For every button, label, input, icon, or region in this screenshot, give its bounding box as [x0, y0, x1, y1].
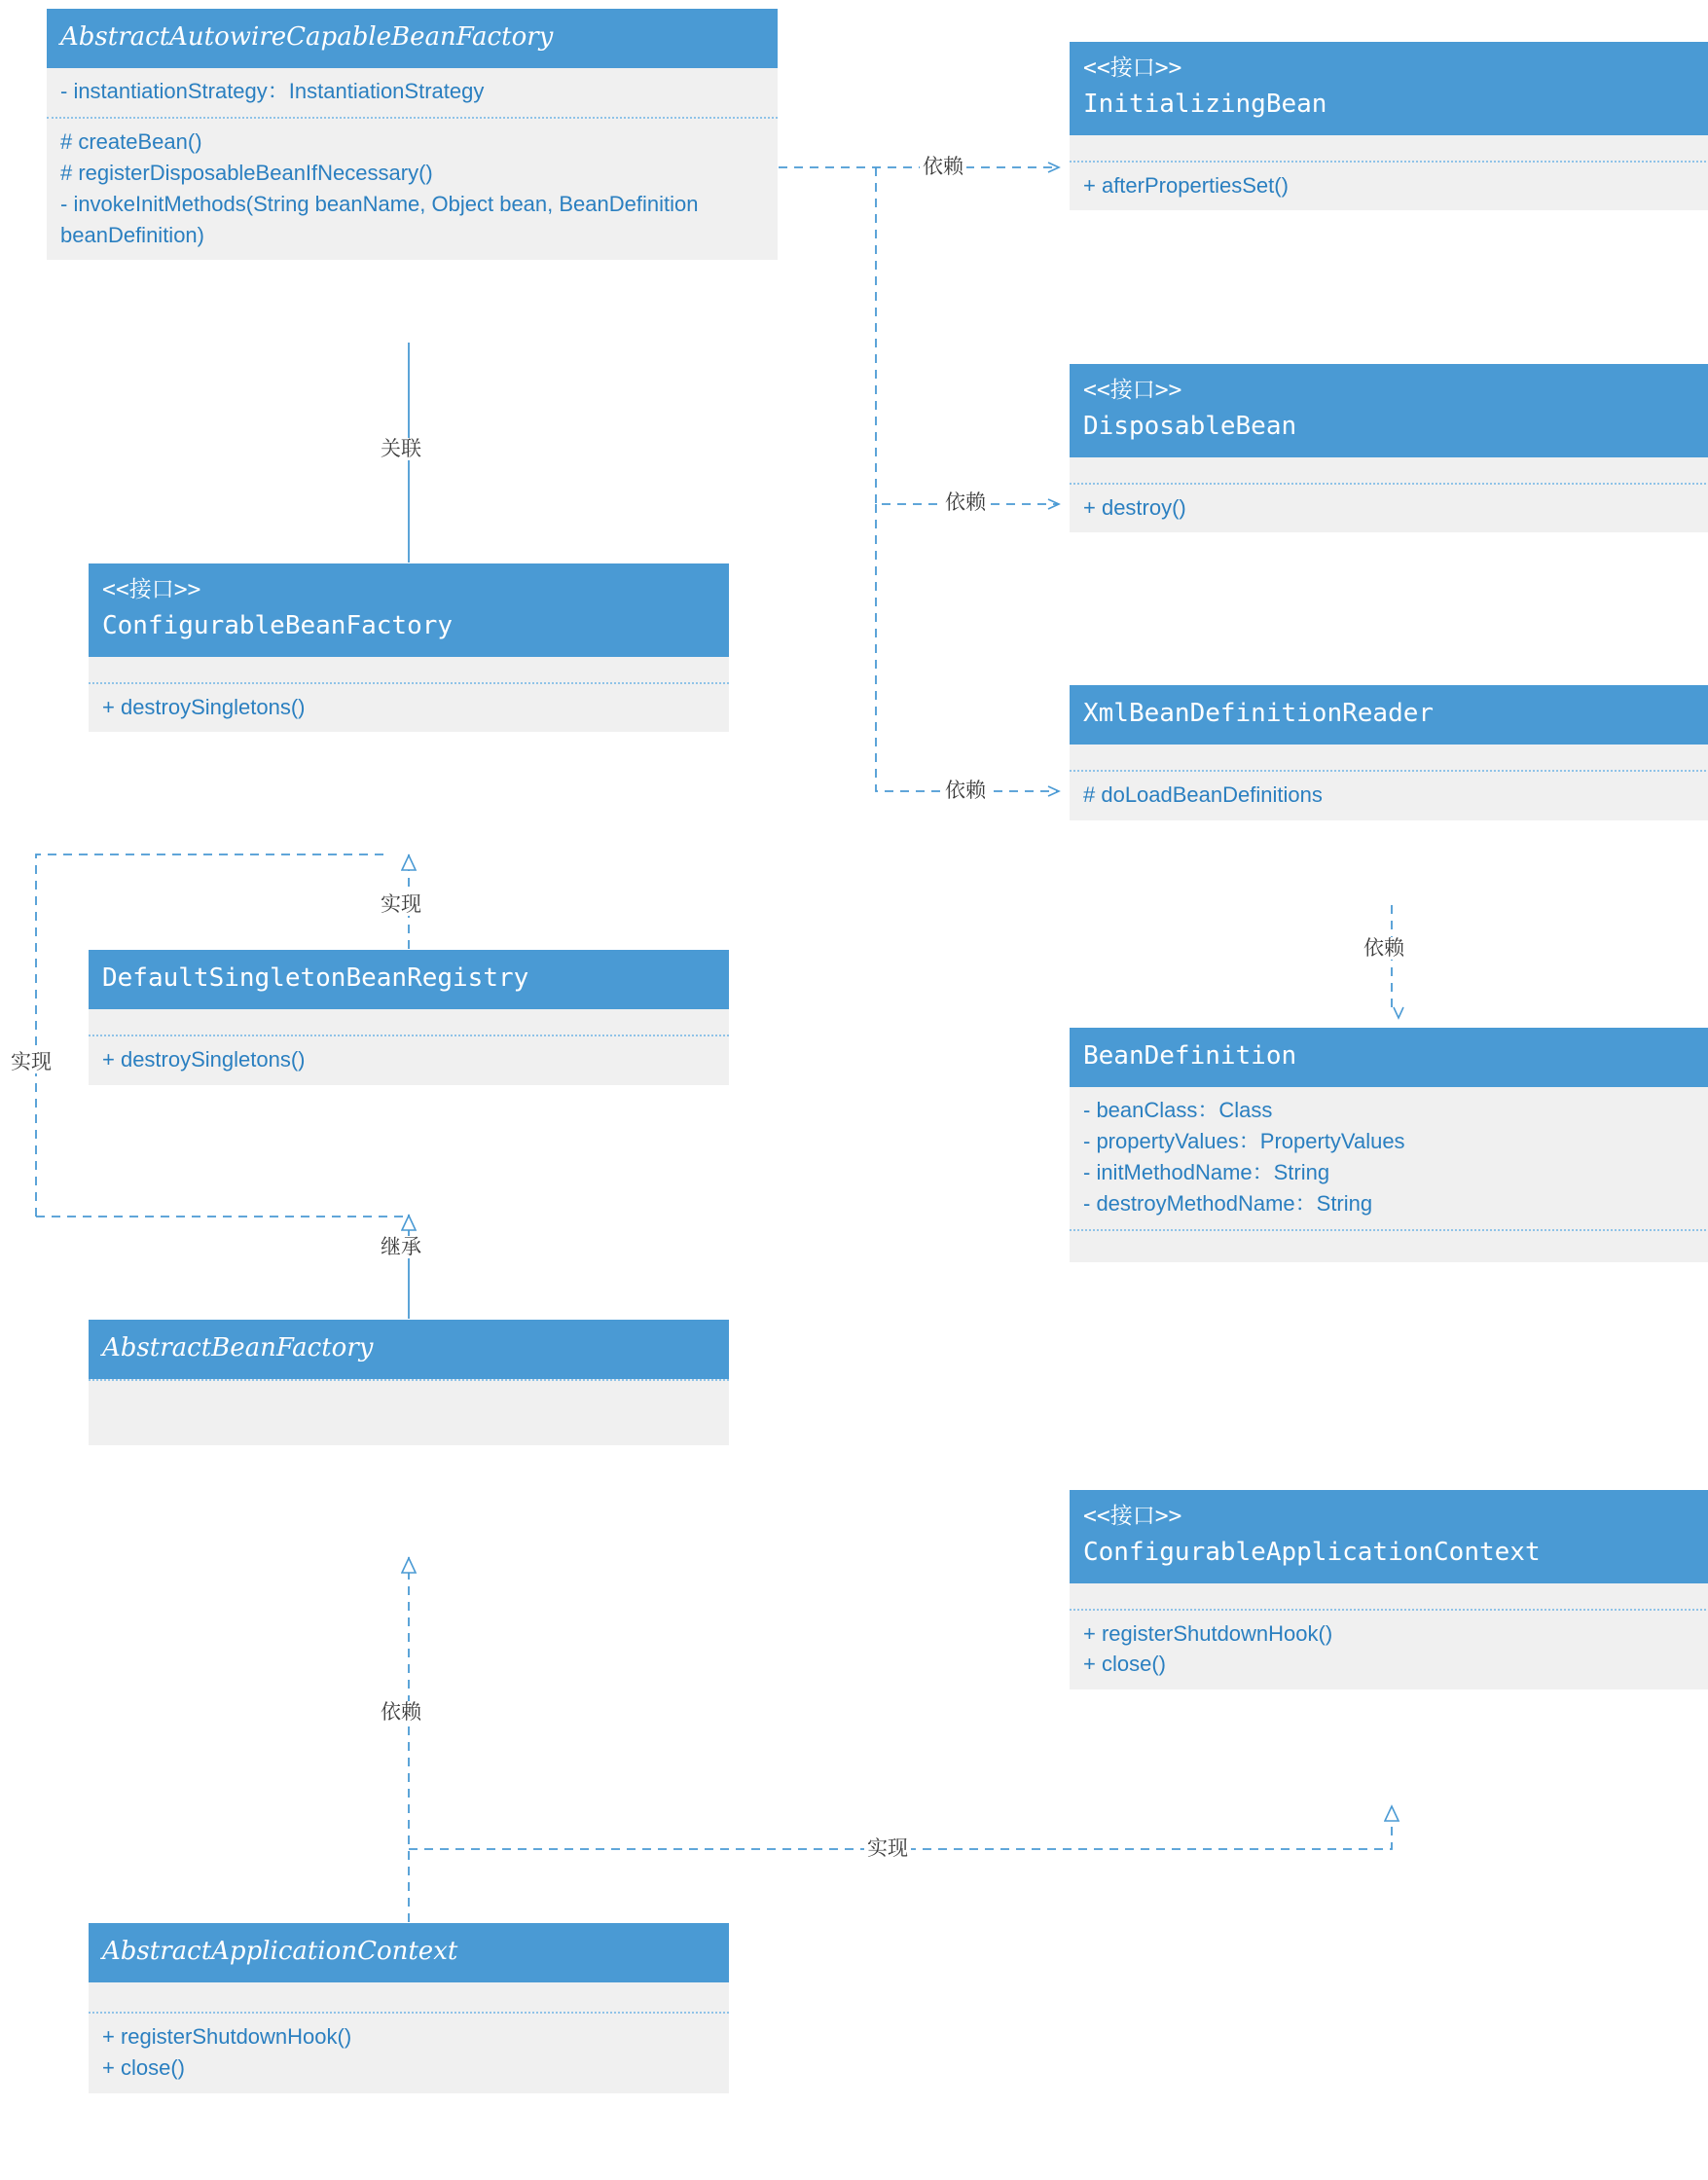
class-xml-bean-definition-reader[interactable] [1069, 684, 1708, 821]
class-name: AbstractBeanFactory [102, 1333, 374, 1362]
class-header [89, 563, 729, 657]
method: # doLoadBeanDefinitions [1083, 782, 1323, 807]
class-fields [89, 657, 729, 682]
class-fields [1070, 745, 1708, 770]
method: - invokeInitMethods(String beanName, Object bean, BeanDefinition beanDefinition) [60, 191, 705, 247]
class-methods [89, 2012, 729, 2093]
class-fields [1070, 1583, 1708, 1609]
class-header [1070, 685, 1708, 745]
class-header [89, 950, 729, 1009]
method: + registerShutdownHook() [1083, 1620, 1333, 1646]
field: - beanClass：Class [1083, 1098, 1273, 1122]
class-header [1070, 42, 1708, 135]
field: - instantiationStrategy：InstantiationStrategy [60, 79, 485, 103]
class-header [47, 9, 778, 68]
class-abstract-autowire-capable-bean-factory[interactable] [46, 8, 779, 261]
method: + close() [102, 2054, 185, 2080]
class-methods [1070, 770, 1708, 820]
edge-label-dep-initializing-bean: 依赖 [920, 156, 966, 178]
class-header [1070, 1028, 1708, 1087]
method: + destroy() [1083, 494, 1186, 520]
class-initializing-bean[interactable] [1069, 41, 1708, 211]
class-fields [47, 68, 778, 117]
class-methods [47, 117, 778, 261]
class-header [89, 1320, 729, 1379]
class-methods [89, 682, 729, 733]
class-methods [1070, 1229, 1708, 1262]
method: + registerShutdownHook() [102, 2024, 352, 2049]
class-stereotype: <<接口>> [1083, 378, 1182, 403]
class-name: XmlBeanDefinitionReader [1083, 699, 1435, 728]
class-bean-definition[interactable] [1069, 1027, 1708, 1263]
class-fields [1070, 1087, 1708, 1229]
method: + close() [1083, 1652, 1166, 1677]
edge-label-assoc-configurable-bean-factory: 关联 [378, 438, 424, 460]
class-abstract-bean-factory[interactable] [88, 1319, 730, 1446]
edge-label-impl-configurable-bean-factory: 实现 [378, 893, 424, 916]
class-methods [1070, 483, 1708, 533]
edge-label-extends-abstract-bean-factory: 继承 [378, 1236, 424, 1258]
edge-label-impl-configurable-bean-factory-2: 实现 [8, 1051, 55, 1073]
class-fields [89, 1009, 729, 1035]
field: - destroyMethodName：String [1083, 1190, 1373, 1216]
class-name: AbstractAutowireCapableBeanFactory [60, 22, 554, 52]
method: + destroySingletons() [102, 694, 306, 719]
class-stereotype: <<接口>> [1083, 1504, 1182, 1529]
class-fields [1070, 135, 1708, 161]
field: - propertyValues：PropertyValues [1083, 1128, 1405, 1153]
edge-label-dep-bean-definition: 依赖 [1361, 937, 1407, 960]
class-stereotype: <<接口>> [1083, 55, 1182, 81]
class-header [89, 1923, 729, 1982]
method: # registerDisposableBeanIfNecessary() [60, 160, 433, 185]
class-fields [89, 1982, 729, 2012]
class-abstract-application-context[interactable] [88, 1922, 730, 2094]
class-name: InitializingBean [1083, 89, 1327, 119]
class-disposable-bean[interactable] [1069, 363, 1708, 533]
class-methods [89, 1035, 729, 1085]
class-name: BeanDefinition [1083, 1041, 1297, 1071]
field: - initMethodName：String [1083, 1159, 1330, 1184]
method: + afterPropertiesSet() [1083, 172, 1289, 198]
class-fields [1070, 457, 1708, 483]
class-default-singleton-bean-registry[interactable] [88, 949, 730, 1086]
class-methods [1070, 1609, 1708, 1690]
class-methods [1070, 161, 1708, 211]
edge-label-dep-abstract-bean-factory: 依赖 [378, 1701, 424, 1724]
class-name: DefaultSingletonBeanRegistry [102, 963, 529, 993]
edge-label-impl-configurable-application-context: 实现 [864, 1837, 911, 1860]
class-header [1070, 364, 1708, 457]
class-configurable-bean-factory[interactable] [88, 563, 730, 733]
class-configurable-application-context[interactable] [1069, 1489, 1708, 1690]
class-members [89, 1379, 729, 1445]
edge-label-dep-xml-reader: 依赖 [942, 780, 989, 802]
method: # createBean() [60, 128, 202, 154]
class-name: ConfigurableApplicationContext [1083, 1537, 1541, 1567]
class-header [1070, 1490, 1708, 1583]
method: + destroySingletons() [102, 1047, 306, 1072]
class-stereotype: <<接口>> [102, 577, 201, 602]
class-name: AbstractApplicationContext [102, 1937, 458, 1966]
class-name: DisposableBean [1083, 411, 1297, 441]
edge-label-dep-disposable-bean: 依赖 [942, 491, 989, 514]
class-name: ConfigurableBeanFactory [102, 610, 454, 640]
